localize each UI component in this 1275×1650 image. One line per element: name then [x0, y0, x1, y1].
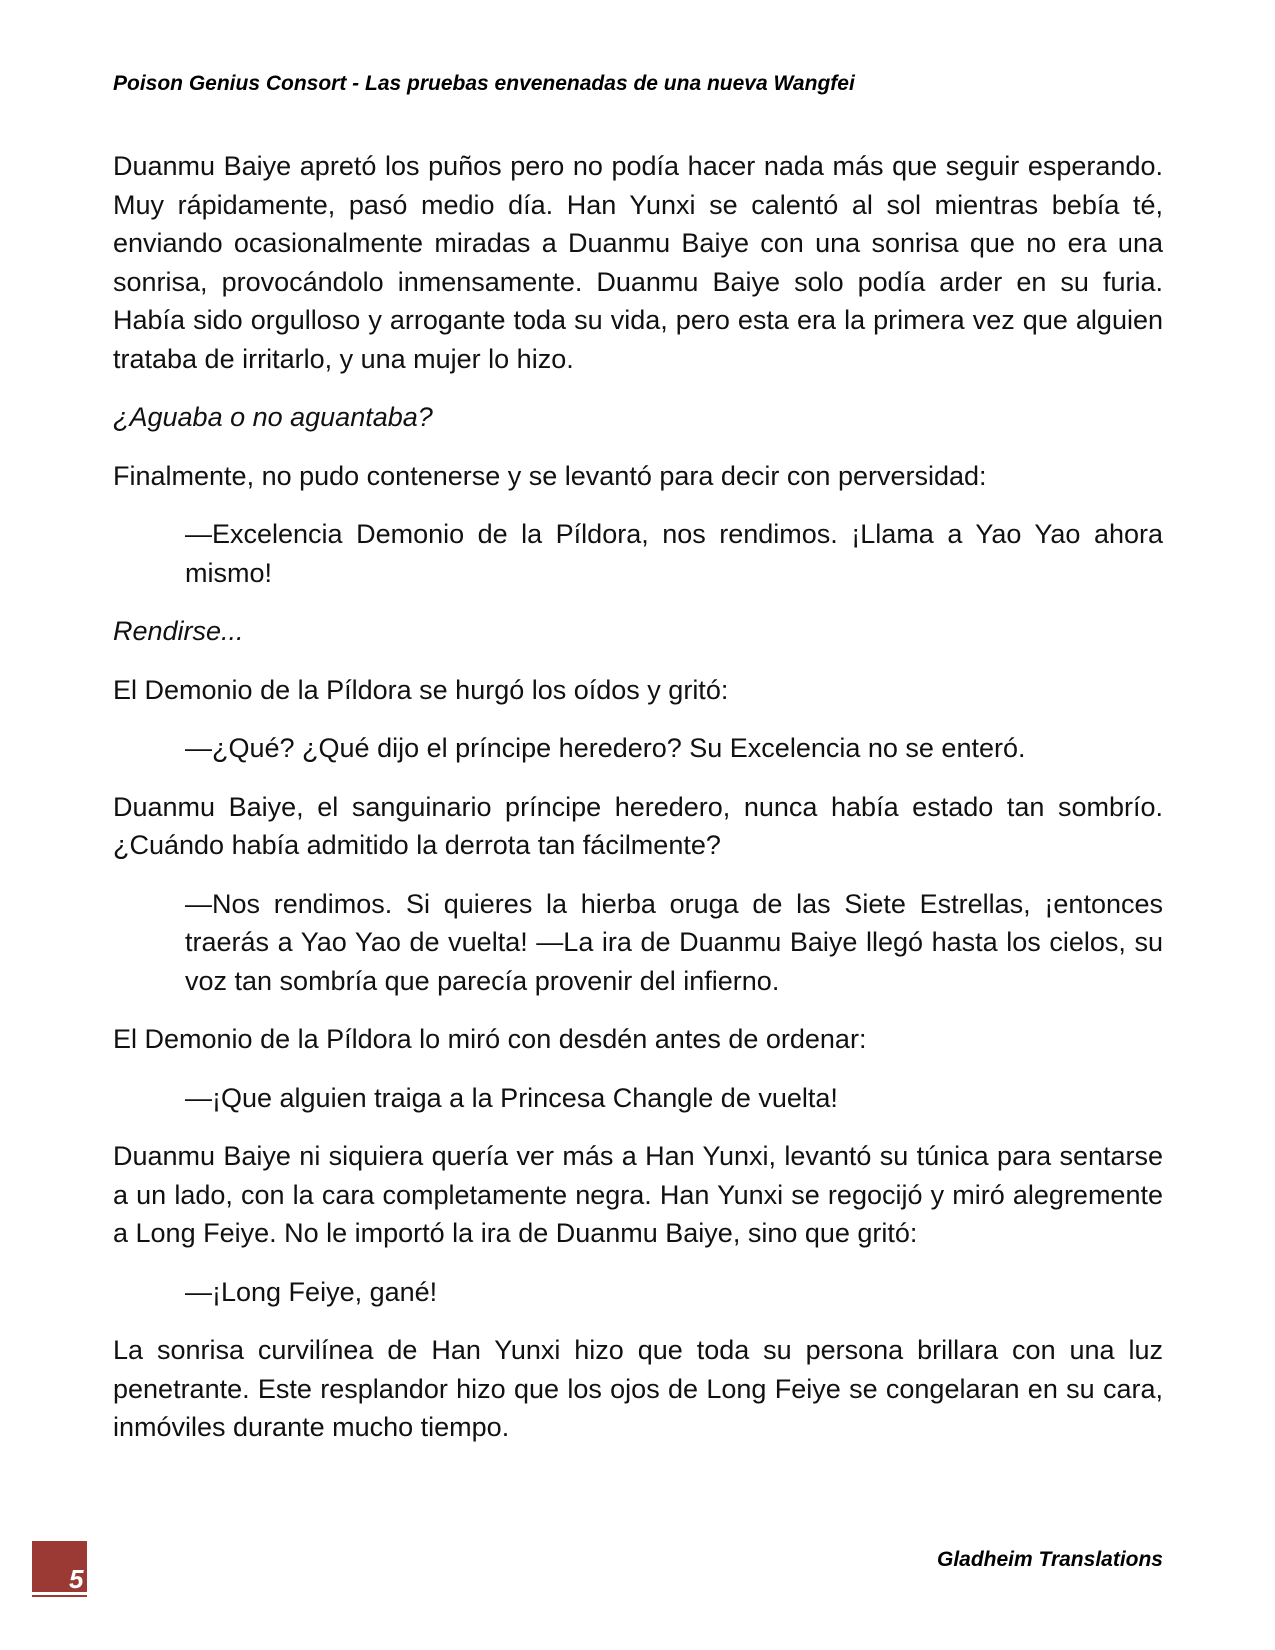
paragraph: La sonrisa curvilínea de Han Yunxi hizo que toda su persona brillara con una luz penetrante. Este resplandor hizo que los ojos de Long Feiye se congelaran en su cara, inmóviles durante mucho tiempo. — [113, 1335, 1163, 1442]
dialogue-line: —¡Que alguien traiga a la Princesa Changle de vuelta! — [185, 1082, 838, 1113]
paragraph: Duanmu Baiye ni siquiera quería ver más a Han Yunxi, levantó su túnica para sentarse a un lado, con la cara completamente negra. Han Yunxi se regocijó y miró alegremente a Long Feiye. No le importó la ira de Duanmu Baiye, sino que gritó: — [113, 1141, 1163, 1248]
body-text — [113, 147, 1163, 1467]
dialogue-line: —¿Qué? ¿Qué dijo el príncipe heredero? Su Excelencia no se enteró. — [185, 733, 1026, 763]
footer-divider — [32, 1595, 87, 1597]
dialogue-line: —Nos rendimos. Si quieres la hierba oruga de las Siete Estrellas, ¡entonces traerás a Yao Yao de vuelta! —La ira de Duanmu Baiye llegó hasta los cielos, su voz tan sombría que parecía provenir del infierno. — [185, 888, 1163, 996]
paragraph: Duanmu Baiye, el sanguinario príncipe heredero, nunca había estado tan sombrío. ¿Cuándo había admitido la derrota tan fácilmente? — [113, 791, 1163, 860]
paragraph: Duanmu Baiye apretó los puños pero no podía hacer nada más que seguir esperando. Muy rápidamente, pasó medio día. Han Yunxi se calentó al sol mientras bebía té, enviando ocasionalmente miradas a Duanmu Baiye con una sonrisa que no era una sonrisa, provocándolo inmensamente. Duanmu Baiye solo podía arder en su furia. Había sido orgulloso y arrogante toda su vida, pero esta era la primera vez que alguien trataba de irritarlo, y una mujer lo hizo. — [113, 151, 1163, 374]
paragraph: El Demonio de la Píldora lo miró con desdén antes de ordenar: — [113, 1024, 867, 1054]
paragraph-italic: Rendirse... — [113, 616, 244, 646]
running-header: Poison Genius Consort - Las pruebas envenenadas de una nueva Wangfei — [113, 72, 855, 95]
paragraph: Finalmente, no pudo contenerse y se levantó para decir con perversidad: — [113, 460, 987, 491]
paragraph: El Demonio de la Píldora se hurgó los oídos y gritó: — [113, 674, 729, 705]
dialogue-line: —¡Long Feiye, gané! — [185, 1276, 438, 1307]
page-number: 5 — [69, 1564, 84, 1594]
footer-credit: Gladheim Translations — [936, 1548, 1163, 1571]
paragraph-italic: ¿Aguaba o no aguantaba? — [113, 402, 433, 432]
dialogue-line: —Excelencia Demonio de la Píldora, nos rendimos. ¡Llama a Yao Yao ahora mismo! — [185, 519, 1163, 588]
